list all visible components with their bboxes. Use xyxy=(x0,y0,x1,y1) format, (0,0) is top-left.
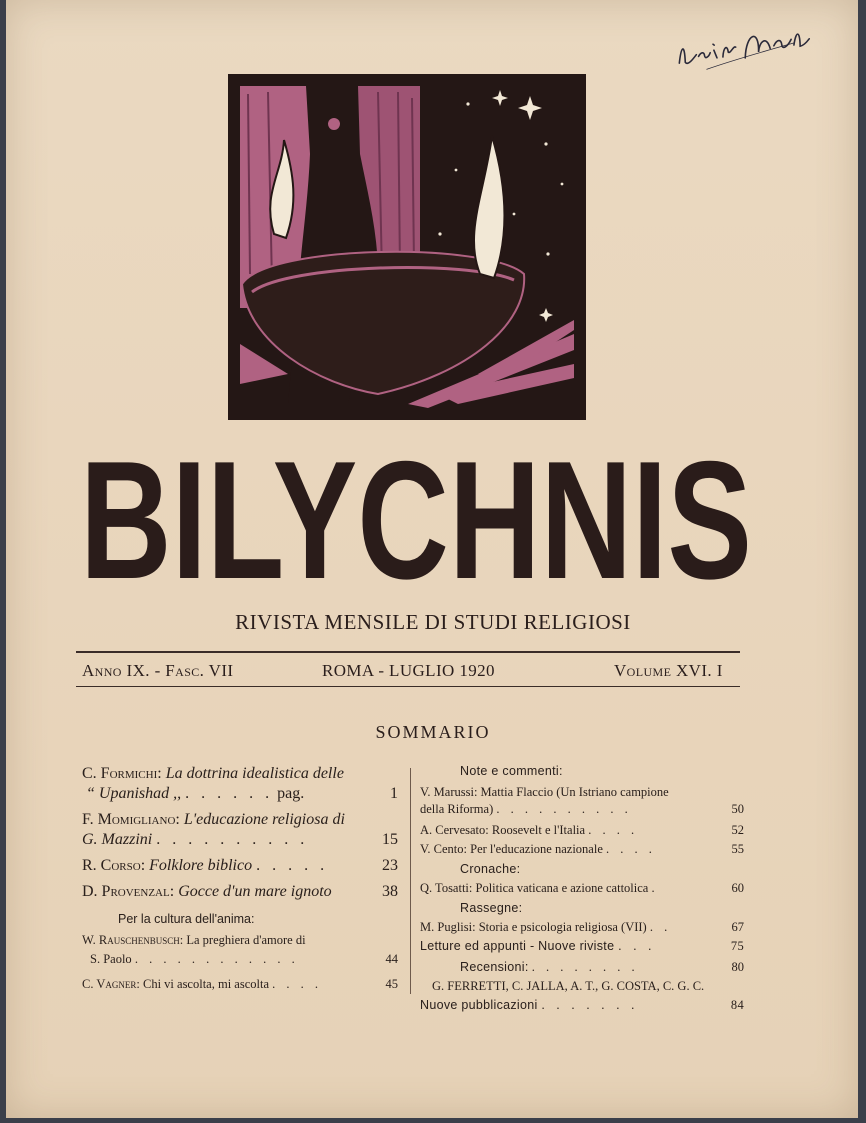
handwritten-signature xyxy=(671,15,817,84)
toc-entry xyxy=(82,976,398,993)
toc-author: D. Provenzal xyxy=(82,883,170,900)
toc-sep: : xyxy=(157,765,166,782)
toc-leader: . . . . . . . xyxy=(541,998,639,1012)
toc-entry xyxy=(420,959,744,976)
toc-title: La dottrina idealistica delle xyxy=(165,765,344,782)
toc-sep: : xyxy=(169,883,179,900)
issue-number: Anno IX. - Fasc. VII xyxy=(82,661,234,680)
toc-entry xyxy=(420,822,744,839)
toc-page: 38 xyxy=(382,883,398,900)
toc-title: Nuove pubblicazioni xyxy=(420,998,538,1012)
toc-page: 67 xyxy=(731,920,744,934)
subtitle: RIVISTA MENSILE DI STUDI RELIGIOSI xyxy=(235,610,631,634)
toc-page: 50 xyxy=(731,802,744,816)
toc-sep: : xyxy=(140,857,150,874)
toc-page: 23 xyxy=(382,857,398,874)
toc-title: Letture ed appunti - Nuove riviste xyxy=(420,939,615,953)
toc-section-heading: Per la cultura dell'anima: xyxy=(118,912,255,926)
toc-leader: . . . xyxy=(618,939,656,953)
toc-page: 84 xyxy=(730,998,744,1012)
woodcut-lamp-illustration xyxy=(228,74,586,420)
toc-entry xyxy=(82,764,398,804)
toc-left-column xyxy=(82,764,398,993)
toc-entry xyxy=(82,882,398,902)
toc-leader: . . . . . . xyxy=(185,785,274,802)
column-divider xyxy=(410,768,411,994)
toc-page: 44 xyxy=(385,952,398,966)
toc-title: : Per l'educazione nazionale xyxy=(463,842,603,856)
signature-drawing xyxy=(671,15,817,84)
toc-page: 1 xyxy=(390,785,398,802)
toc-page: 75 xyxy=(730,939,744,953)
toc-leader: . . . . . . . . . . . . xyxy=(134,952,299,966)
toc-section-heading: Rassegne: xyxy=(460,901,523,915)
toc-title: L'educazione religiosa di xyxy=(183,811,345,828)
toc-pag: pag. xyxy=(277,785,305,802)
toc-leader: . . . . . xyxy=(256,857,329,874)
toc-leader: . . . . . . . . xyxy=(531,960,639,974)
toc-page: 15 xyxy=(382,831,398,848)
toc-title: : Mattia Flaccio (Un Istriano campione xyxy=(473,785,669,799)
toc-title: Folklore biblico xyxy=(149,857,253,874)
top-rule xyxy=(76,651,740,653)
toc-author: C. Formichi xyxy=(82,765,158,782)
toc-section-heading: Recensioni: xyxy=(460,960,529,974)
toc-page: 80 xyxy=(731,960,744,974)
title-text: BILYCHNIS xyxy=(80,438,752,582)
masthead-title xyxy=(76,438,756,582)
toc-author: Q. Tosatti xyxy=(420,881,469,895)
toc-title: : Politica vaticana e azione cattolica xyxy=(468,881,649,895)
toc-page: 55 xyxy=(731,842,744,856)
toc-right-column xyxy=(420,764,744,1014)
toc-entry xyxy=(420,841,744,858)
toc-leader: . xyxy=(651,881,659,895)
toc-leader: . . xyxy=(649,920,672,934)
magazine-cover xyxy=(6,0,858,1118)
toc-sep: : xyxy=(175,811,184,828)
toc-author: V. Marussi xyxy=(420,785,474,799)
toc-title-cont: S. Paolo xyxy=(90,952,132,966)
toc-entry xyxy=(82,810,398,850)
toc-page: 52 xyxy=(731,823,744,837)
toc-author: C. Vagner xyxy=(82,977,137,991)
toc-section-heading: Note e commenti: xyxy=(460,764,563,778)
toc-title: : Storia e psicologia religiosa (VII) xyxy=(472,920,647,934)
toc-section-heading: Cronache: xyxy=(460,862,521,876)
toc-leader: . . . . xyxy=(606,842,656,856)
toc-entry xyxy=(82,932,398,968)
toc-leader: . . . . . . . . . . xyxy=(156,831,309,848)
toc-title: : La preghiera d'amore di xyxy=(179,933,306,947)
toc-title-cont: della Riforma) xyxy=(420,802,494,816)
toc-entry xyxy=(420,880,744,897)
toc-entry xyxy=(420,978,744,995)
toc-title: Gocce d'un mare ignoto xyxy=(178,883,332,900)
issue-volume: Volume XVI. I xyxy=(614,661,723,680)
toc-entry xyxy=(82,856,398,876)
toc-entry xyxy=(420,997,744,1014)
toc-title-cont: “ Upanishad ,, xyxy=(86,785,182,802)
toc-leader: . . . . xyxy=(588,823,639,837)
toc-title-cont: G. Mazzini xyxy=(82,831,153,848)
toc-page: 45 xyxy=(385,977,398,991)
toc-title: : Chi vi ascolta, mi ascolta xyxy=(136,977,270,991)
toc-entry xyxy=(420,919,744,936)
toc-author: W. Rauschenbusch xyxy=(82,933,180,947)
toc-page: 60 xyxy=(731,881,744,895)
toc-author: V. Cento xyxy=(420,842,464,856)
toc-title: G. FERRETTI, C. JALLA, A. T., G. COSTA, C. G. C. xyxy=(432,979,705,993)
toc-author: F. Momigliano xyxy=(82,811,176,828)
toc-leader: . . . . xyxy=(272,977,323,991)
toc-heading: SOMMARIO xyxy=(375,722,491,742)
issue-place-date: ROMA - LUGLIO 1920 xyxy=(322,661,495,680)
toc-entry xyxy=(420,784,744,818)
bottom-rule xyxy=(76,686,740,687)
toc-title: : Roosevelt e l'Italia xyxy=(485,823,586,837)
toc-leader: . . . . . . . . . . xyxy=(496,802,632,816)
toc-author: A. Cervesato xyxy=(420,823,486,837)
toc-author: R. Corso xyxy=(82,857,141,874)
toc-author: M. Puglisi xyxy=(420,920,473,934)
toc-entry xyxy=(420,938,744,955)
